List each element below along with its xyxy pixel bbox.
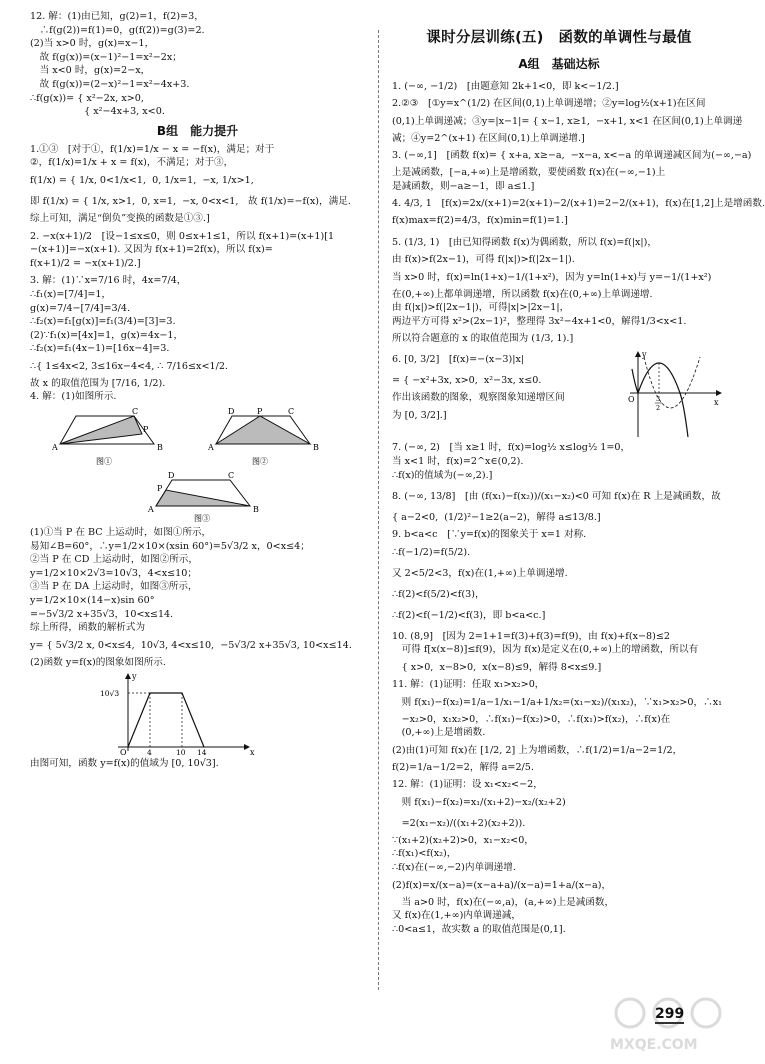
answer-line: 故 f(g(x))=(x−1)²−1=x²−2x； — [30, 51, 182, 63]
answer-line: 即 f(1/x) = { 1/x, x>1, 0, x=1, −x, 0<x<1, 故 f(1/x)=−f(x)，满足. — [30, 195, 351, 207]
answer-line: ∴f(2)<f(5/2)<f(3)， — [392, 588, 485, 600]
answer-line: = { −x²+3x, x>0, x²−3x, x≤0. — [392, 375, 542, 387]
figure-caption: 图② — [251, 457, 268, 467]
answer-line: 两边平方可得 x²>(2x−1)²，整理得 3x²−4x+1<0，解得1/3<x<1. — [392, 315, 687, 327]
point-label: B — [252, 505, 259, 515]
page-number: 299 — [655, 1006, 685, 1022]
answer-line: ∴f₂(x)=f₁(4x−1)=[16x−4]=3. — [30, 343, 170, 355]
answer-line: f(1/x) = { 1/x, 0<1/x<1, 0, 1/x=1, −x, 1/x>1, — [30, 174, 254, 186]
figure-2 — [207, 407, 319, 466]
page-title: 课时分层训练(五) 函数的单调性与最值 — [426, 30, 692, 46]
point-label: B — [156, 443, 163, 453]
answer-line: 则 f(x₁)−f(x₂)=x₁/(x₁+2)−x₂/(x₂+2) — [392, 796, 566, 808]
answer-line: 又 f(x)在(1,+∞)内单调递减， — [392, 910, 521, 922]
figure-1 — [51, 407, 163, 466]
trapezoid-figure-3 — [38, 472, 358, 524]
figure-caption: 图① — [95, 457, 112, 467]
right-column — [392, 10, 765, 936]
left-column — [30, 10, 365, 771]
point-label: D — [227, 407, 234, 417]
answer-line: (0,1)上单调递减；③y=|x−1|= { x−1, x≥1, −x+1, x<1 在区间(0,1)上单调递 — [392, 115, 743, 127]
answer-line: 当 a>0 时，f(x)在(−∞,a)，(a,+∞)上是减函数， — [392, 896, 615, 908]
answer-line: ∴f(x)在(−∞,−2)内单调递增. — [392, 862, 516, 874]
answer-line: 3. (−∞,1] [函数 f(x)= { x+a, x≥−a, −x−a, x<−a 的单调递减区间为(−∞,−a) — [392, 150, 752, 162]
answer-line: 11. 解：(1)证明：任取 x₁>x₂>0， — [392, 678, 545, 690]
answer-line: 4. 解：(1)如图所示. — [30, 391, 117, 403]
answer-line: (2)当 x>0 时，g(x)=x−1， — [30, 38, 155, 50]
origin-label: O — [628, 395, 635, 405]
answer-line: f(2)=1/a−1/2=2，解得 a=2/5. — [392, 761, 534, 773]
figure-caption: 图③ — [193, 514, 210, 524]
answer-line: 1.①③ [对于①，f(1/x)=1/x − x = −f(x)，满足；对于 — [30, 143, 275, 155]
answer-line: ③当 P 在 DA 上运动时，如图③所示， — [30, 581, 198, 593]
axis-label-y: y — [642, 350, 647, 360]
answer-line: { x²−4x+3, x<0. — [30, 106, 165, 118]
answer-line: 5. (1/3, 1) [由已知得函数 f(x)为偶函数，所以 f(x)=f(|x|)， — [392, 236, 657, 248]
answer-line: f(x+1)/2 = −x(x+1)/2.] — [30, 257, 141, 269]
answer-line: 当 x<0 时，g(x)=2−x， — [30, 65, 151, 77]
answer-line: ∴f₁(x)=[7/4]=1， — [30, 288, 112, 300]
answer-line: 10. (8,9] [因为 2=1+1=f(3)+f(3)=f(9)，由 f(x)+f(x−8)≤2 — [392, 630, 671, 642]
answer-line: 1. (−∞, −1/2) [由题意知 2k+1<0，即 k<−1/2.] — [392, 81, 619, 92]
watermark-text: MXQE.COM — [610, 1037, 698, 1053]
point-label: C — [227, 471, 234, 481]
point-label: B — [312, 443, 319, 453]
x-tick-label: 14 — [196, 748, 207, 758]
axis-label-y: y — [131, 672, 137, 682]
point-label: P — [142, 425, 148, 435]
point-label: P — [156, 484, 162, 494]
answer-line: ∴f(x)的值域为(−∞,2).] — [392, 469, 493, 481]
answer-line: ∴0<a≤1，故实数 a 的取值范围是(0,1]. — [392, 923, 566, 935]
group-a-heading: A组 基础达标 — [518, 57, 600, 71]
answer-line: y=1/2×10×2√3=10√3，4<x≤10； — [30, 567, 197, 579]
answer-line: (1)①当 P 在 BC 上运动时，如图①所示， — [30, 527, 212, 539]
answer-line: 4. 4/3, 1 [f(x)=2x/(x+1)=2(x+1)−2/(x+1)=2−2/(x+1)，f(x)在[1,2]上是增函数. — [392, 198, 765, 210]
answer-line: 为 [0, 3/2].] — [392, 409, 447, 421]
answer-line: 故 x 的取值范围为 [7/16, 1/2). — [30, 377, 166, 389]
column-divider — [378, 30, 379, 990]
answer-line: (2)函数 y=f(x)的图象如图所示. — [30, 656, 166, 668]
answer-line: ∴{ 1≤4x<2, 3≤16x−4<4, ∴ 7/16≤x<1/2. — [30, 360, 228, 372]
answer-line: y= { 5√3/2 x, 0<x≤4, 10√3, 4<x≤10, −5√3/2 x+35√3, 10<x≤14. — [30, 639, 352, 651]
answer-line: 所以符合题意的 x 的取值范围为 (1/3, 1).] — [392, 333, 574, 345]
answer-line: 由图可知，函数 y=f(x)的值域为 [0, 10√3]. — [30, 758, 219, 770]
axis-label-x: x — [714, 398, 719, 408]
answer-line: (2)∵f₁(x)=[4x]=1，g(x)=4x−1， — [30, 329, 184, 341]
tick-denominator: 2 — [656, 404, 661, 413]
answer-line: ∴f(x₁)<f(x₂)， — [392, 848, 457, 860]
answer-line: ∴f(−1/2)=f(5/2). — [392, 546, 471, 558]
answer-line: 当 x>0 时，f(x)=ln(1+x)−1/(1+x²)，因为 y=ln(1+x)与 y=−1/(1+x²) — [392, 271, 712, 283]
answer-line: =2(x₁−x₂)/((x₁+2)(x₂+2)). — [392, 817, 526, 829]
answer-line: =−5√3/2 x+35√3，10<x≤14. — [30, 608, 174, 620]
answer-line: (0,+∞)上是增函数. — [392, 727, 486, 739]
answer-line: 8. (−∞, 13/8] [由 (f(x₁)−f(x₂))/(x₁−x₂)<0 可知 f(x)在 R 上是减函数，故 — [392, 491, 721, 503]
answer-line: 由 f(|x|)>f(|2x−1|)，可得|x|>|2x−1|， — [392, 302, 570, 314]
answer-line: ∴f(g(2))=f(1)=0，g(f(2))=g(3)=2. — [30, 24, 205, 36]
answer-line: 是减函数，则−a≥−1，即 a≤1.] — [392, 180, 535, 192]
answer-line: 可得 f[x(x−8)]≤f(9)，因为 f(x)是定义在(0,+∞)上的增函数，所以有 — [392, 644, 699, 656]
answer-line: ②，f(1/x)=1/x + x = f(x)，不满足；对于③， — [30, 157, 234, 169]
answer-line: 12. 解：(1)由已知，g(2)=1，f(2)=3， — [30, 11, 204, 22]
graph-problem-6 — [624, 349, 724, 439]
point-label: C — [287, 407, 294, 417]
answer-line: 综上可知，满足“倒负”变换的函数是①③.] — [30, 212, 210, 224]
answer-line: 易知∠B=60°，∴y=1/2×10×(xsin 60°)=5√3/2 x，0<x≤4； — [30, 540, 310, 552]
answer-line: 则 f(x₁)−f(x₂)=1/a−1/x₁−1/a+1/x₂=(x₁−x₂)/(x₁x₂)，∵x₁>x₂>0，∴x₁ — [392, 696, 722, 708]
answer-line: 综上所得，函数的解析式为 — [30, 622, 146, 634]
answer-line: y=1/2×10×(14−x)sin 60° — [30, 595, 155, 607]
answer-line: ②当 P 在 CD 上运动时，如图②所示， — [30, 554, 198, 566]
point-label: D — [167, 471, 174, 481]
answer-line: 故 f(g(x))=(2−x)²−1=x²−4x+3. — [30, 78, 190, 90]
answer-line: ∵(x₁+2)(x₂+2)>0，x₁−x₂<0， — [392, 834, 534, 846]
point-label: A — [207, 443, 214, 453]
answer-line: (2)由(1)可知 f(x)在 [1/2, 2] 上为增函数，∴f(1/2)=1/a−2=1/2， — [392, 744, 683, 756]
answer-line: 3. 解：(1)∵x=7/16 时，4x=7/4， — [30, 275, 187, 287]
answer-line: 6. [0, 3/2] [f(x)=−(x−3)|x| — [392, 354, 525, 366]
piecewise-graph — [98, 671, 298, 758]
answer-line: −x₂>0，x₁x₂>0，∴f(x₁)−f(x₂)>0，∴f(x₁)>f(x₂)，∴f(x)在 — [392, 713, 671, 725]
answer-line: 又 2<5/2<3，f(x)在(1,+∞)上单调递增. — [392, 567, 568, 579]
answer-line: 7. (−∞, 2) [当 x≥1 时，f(x)=log½ x≤log½ 1=0， — [392, 442, 631, 454]
problem-6 — [392, 349, 726, 441]
trapezoid-figures-1-2 — [38, 406, 358, 470]
answer-line: ∴f(g(x))= { x²−2x, x>0, — [30, 92, 144, 104]
answer-line: ∴f(2)<f(−1/2)<f(3)，即 b<a<c.] — [392, 609, 546, 621]
point-label: A — [147, 505, 154, 515]
answer-line: ∴f₂(x)=f₁[g(x)]=f₁(3/4)=[3]=3. — [30, 316, 176, 328]
tick-numerator: 3 — [656, 395, 661, 404]
answer-line: (2)f(x)=x/(x−a)=(x−a+a)/(x−a)=1+a/(x−a)， — [392, 879, 612, 891]
y-level-label: 10√3 — [99, 689, 119, 699]
answer-line: 由 f(x)>f(2x−1)，可得 f(|x|)>f(|2x−1|). — [392, 253, 575, 265]
answer-line: f(x)max=f(2)=4/3，f(x)min=f(1)=1.] — [392, 215, 568, 227]
group-b-heading: B组 能力提升 — [156, 123, 239, 138]
x-tick-label: 4 — [146, 748, 152, 758]
answer-line: 作出该函数的图象，观察图象知递增区间 — [392, 392, 565, 404]
answer-line: 当 x<1 时，f(x)=2^x∈(0,2). — [392, 455, 524, 467]
answer-line: { x>0, x−8>0, x(x−8)≤9，解得 8<x≤9.] — [392, 661, 602, 673]
answer-line: { a−2<0, (1/2)²−1≥2(a−2)，解得 a≤13/8.] — [392, 512, 601, 524]
answer-line: 9. b<a<c [∵y=f(x)的图象关于 x=1 对称. — [392, 529, 587, 541]
answer-line: 上是减函数，[−a,+∞)上是增函数，要使函数 f(x)在(−∞,−1)上 — [392, 167, 666, 179]
answer-line: 在(0,+∞)上都单调递增，所以函数 f(x)在(0,+∞)上单调递增. — [392, 288, 653, 300]
answer-line: −(x+1)]=−x(x+1). 又因为 f(x+1)=2f(x)，所以 f(x)= — [30, 244, 273, 256]
origin-label: O — [119, 748, 127, 758]
x-tick-label: 10 — [175, 748, 186, 758]
answer-line: 减；④y=2^(x+1) 在区间(0,1)上单调递增.] — [392, 132, 585, 144]
point-label: P — [256, 407, 262, 417]
point-label: A — [51, 443, 58, 453]
answer-line: g(x)=7/4−[7/4]=3/4. — [30, 302, 131, 314]
answer-line: 2.②③ [①y=x^(1/2) 在区间(0,1)上单调递增；②y=log½(x+1)在区间 — [392, 98, 706, 109]
axis-label-x: x — [249, 748, 255, 758]
answer-line: 12. 解：(1)证明：设 x₁<x₂<−2， — [392, 779, 543, 791]
answer-line: 2. −x(x+1)/2 [设−1≤x≤0，则 0≤x+1≤1，所以 f(x+1)=(x+1)[1 — [30, 230, 335, 242]
point-label: C — [131, 407, 138, 417]
